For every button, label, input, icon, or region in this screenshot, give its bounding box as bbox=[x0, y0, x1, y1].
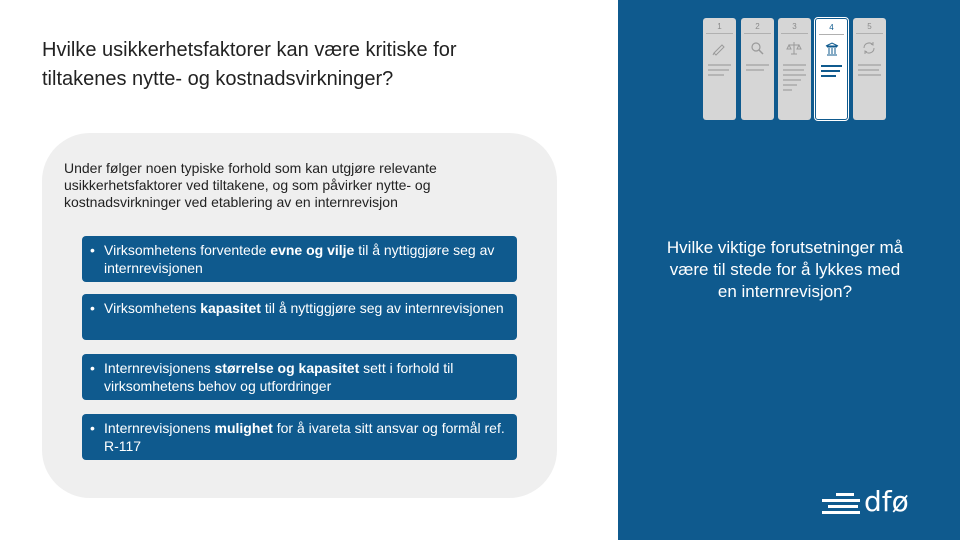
cycle-icon bbox=[861, 40, 877, 56]
process-step bbox=[778, 18, 811, 120]
title-line-1: Hvilke usikkerhetsfaktorer kan være kritiske for bbox=[42, 39, 457, 61]
bullet-text-after: sett i forhold til virksomhetens behov og utfordringer bbox=[104, 360, 454, 394]
step-text-lines bbox=[858, 64, 881, 79]
step-number: 3 bbox=[792, 22, 797, 31]
bullet-text-bold: mulighet bbox=[214, 420, 273, 436]
bullet-text-before: Internrevisjonens bbox=[104, 360, 215, 376]
scales-icon bbox=[786, 40, 802, 56]
bullet-item bbox=[82, 236, 517, 282]
step-number: 4 bbox=[829, 23, 834, 32]
bullet-text-before: Internrevisjonens bbox=[104, 420, 215, 436]
bullet-symbol: • bbox=[90, 300, 95, 316]
bullet-symbol: • bbox=[90, 360, 95, 376]
magnifier-icon bbox=[749, 40, 765, 56]
bullet-text-after: til å nyttiggjøre seg av internrevisjonen bbox=[260, 300, 504, 316]
logo-bars-icon bbox=[822, 493, 860, 517]
step-text-lines bbox=[821, 65, 842, 80]
step-divider bbox=[819, 34, 844, 35]
bullet-item bbox=[82, 414, 517, 460]
logo-text: dfø bbox=[864, 485, 909, 518]
step-divider bbox=[856, 33, 883, 34]
bullet-text-after: for å ivareta sitt ansvar og formål ref. R-117 bbox=[104, 420, 505, 454]
step-divider bbox=[744, 33, 771, 34]
bullet-text-bold: evne og vilje bbox=[270, 242, 355, 258]
process-step bbox=[741, 18, 774, 120]
page-title bbox=[42, 36, 622, 94]
intro-text: Under følger noen typiske forhold som kan utgjøre relevante usikkerhetsfaktorer ved tiltakene, og som påvirker nytte- og kostnadsvirkninger ved etablering av en internrevisjon bbox=[64, 160, 437, 210]
step-text-lines bbox=[746, 64, 769, 74]
step-text-lines bbox=[783, 64, 806, 94]
step-divider bbox=[706, 33, 733, 34]
bullet-text-bold: størrelse og kapasitet bbox=[214, 360, 360, 376]
bullet-text-bold: kapasitet bbox=[200, 300, 261, 316]
pencil-icon bbox=[711, 40, 727, 56]
step-number: 5 bbox=[867, 22, 872, 31]
process-steps bbox=[703, 18, 888, 120]
dfo-logo bbox=[822, 485, 922, 520]
step-divider bbox=[781, 33, 808, 34]
process-step-active bbox=[815, 18, 848, 120]
title-line-2: tiltakenes nytte- og kostnadsvirkninger? bbox=[42, 68, 394, 90]
bullet-text-before: Virksomhetens bbox=[104, 300, 201, 316]
step-number: 1 bbox=[717, 22, 722, 31]
process-step bbox=[703, 18, 736, 120]
bullet-symbol: • bbox=[90, 420, 95, 436]
bullet-item bbox=[82, 294, 517, 340]
pillar-icon bbox=[824, 41, 840, 57]
bullet-text-before: Virksomhetens forventede bbox=[104, 242, 271, 258]
question-text: Hvilke viktige forutsetninger må være til stede for å lykkes med en internrevisjon? bbox=[666, 238, 904, 301]
bullet-text-after: til å nyttiggjøre seg av internrevisjonen bbox=[104, 242, 495, 276]
process-step bbox=[853, 18, 886, 120]
bullet-item bbox=[82, 354, 517, 400]
step-number: 2 bbox=[755, 22, 760, 31]
step-text-lines bbox=[708, 64, 731, 79]
bullet-symbol: • bbox=[90, 242, 95, 258]
